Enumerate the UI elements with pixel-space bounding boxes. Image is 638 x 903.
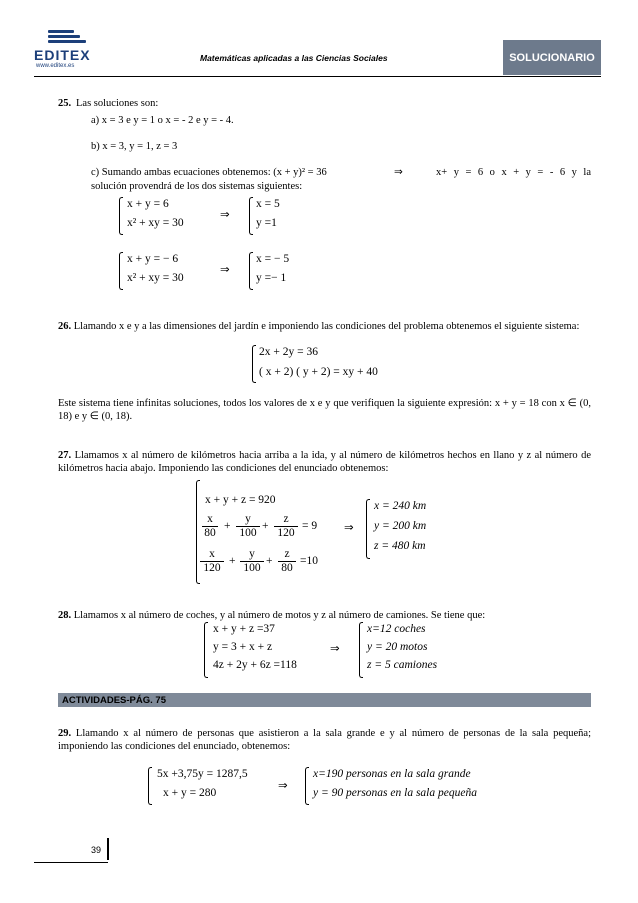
p27-eq3-rhs: =10: [300, 555, 318, 567]
p25-result1-brace: [249, 197, 253, 235]
p26-eq1: 2x + 2y = 36: [259, 346, 318, 358]
p29-result-x: x=190 personas en la sala grande: [313, 768, 471, 780]
p28-number: 28.: [58, 610, 72, 621]
p25-system2-eq2: x² + xy = 30: [127, 272, 184, 284]
p27-eq1: x + y + z = 920: [205, 494, 276, 506]
header-title: Matemáticas aplicadas a las Ciencias Sociales: [200, 53, 388, 63]
p26-statement: Llamando x e y a las dimensiones del jardín e imponiendo las condiciones del problema obtenemos el siguiente sistema:: [73, 321, 580, 332]
p25-number: 25.: [58, 98, 72, 109]
p25-c-line1: c) Sumando ambas ecuaciones obtenemos: (x + y)² = 36: [91, 167, 327, 178]
p27-result-y: y = 200 km: [374, 520, 427, 532]
p29-system-brace: [148, 767, 152, 805]
p28-system-brace: [204, 622, 208, 678]
p25-system2-arrow: ⇒: [220, 264, 230, 276]
p27-number: 27.: [58, 450, 72, 461]
p25-c-line1-right: x+ y = 6 o x + y = - 6 y la: [436, 167, 591, 178]
p25-c-arrow: ⇒: [394, 167, 403, 178]
editex-logo: [34, 30, 104, 69]
footer-line: [34, 862, 108, 863]
p27-frac-y-100: $\frac{y}{100}$: [236, 513, 260, 540]
p25-system1-brace: [119, 197, 123, 235]
p25-system2-eq1: x + y = − 6: [127, 253, 179, 265]
p25-system1-eq1: x + y = 6: [127, 198, 169, 210]
p25-result1-x: x = 5: [256, 198, 280, 210]
p25-intro: Las soluciones son:: [76, 98, 159, 109]
logo-url: www.editex.es: [36, 63, 75, 69]
p27-plus-1: +: [224, 520, 231, 532]
p29-result-y: y = 90 personas en la sala pequeña: [313, 787, 477, 799]
p28-eq3: 4z + 2y + 6z =118: [213, 659, 297, 671]
p26-number: 26.: [58, 321, 72, 332]
page-number: 39: [91, 845, 102, 855]
p25-result2-y: y =− 1: [256, 272, 287, 284]
logo-text: EDITEX: [34, 47, 91, 63]
p28-result-z: z = 5 camiones: [367, 659, 438, 671]
p29-statement: Llamando x al número de personas que asistieron a la sala grande e y al número de personas de la sala pequeña; imponiendo las condiciones del enunciado, obtenemos:: [58, 728, 592, 752]
p27-result-z: z = 480 km: [374, 540, 426, 552]
p29-number: 29.: [58, 728, 72, 739]
p28-text: [58, 609, 485, 622]
p25-result2-brace: [249, 252, 253, 290]
p27-result-x: x = 240 km: [374, 500, 427, 512]
p26-system-brace: [252, 345, 256, 383]
p29-arrow: ⇒: [278, 780, 288, 792]
p28-eq2: y = 3 + x + z: [213, 641, 273, 653]
p27-frac-z-80: $\frac{z}{80}$: [278, 548, 296, 575]
p25-system1-arrow: ⇒: [220, 209, 230, 221]
p27-statement: Llamamos x al número de kilómetros hacia arriba a la ida, y al número de kilómetros hechos en llano y z al número de kilómetros hacia abajo. Imponiendo las condiciones del enunciado obtenemos:: [58, 450, 591, 474]
p27-plus-3: +: [229, 555, 236, 567]
p25-a: a) x = 3 e y = 1 o x = - 2 e y = - 4.: [91, 115, 234, 126]
p26-text: [58, 320, 591, 333]
p28-result-y: y = 20 motos: [367, 641, 428, 653]
p27-result-brace: [366, 499, 370, 559]
page-number-bar: [107, 838, 109, 860]
solucionario-badge: SOLUCIONARIO: [503, 40, 601, 75]
section-header-label: ACTIVIDADES-PÁG. 75: [62, 695, 166, 706]
p25-c-line2: solución provendrá de los dos sistemas siguientes:: [91, 181, 303, 192]
p29-text: [58, 727, 591, 753]
p25-system1-eq2: x² + xy = 30: [127, 217, 184, 229]
header-divider: [34, 76, 601, 77]
p27-eq2-rhs: = 9: [302, 520, 318, 532]
p27-frac-x-120: $\frac{x}{120}$: [200, 548, 224, 575]
p27-frac-z-120: $\frac{z}{120}$: [274, 513, 298, 540]
p28-result-brace: [359, 622, 363, 678]
p28-result-x: x=12 coches: [367, 623, 426, 635]
p27-frac-x-80: $\frac{x}{80}$: [202, 513, 218, 540]
p27-text: [58, 449, 591, 475]
p28-arrow: ⇒: [330, 643, 340, 655]
p26-after-text: Este sistema tiene infinitas soluciones, todos los valores de x e y que verifiquen la siguiente expresión: x + y = 18 con x ∈ (0, 18) e y ∈ (0, 18).: [58, 398, 591, 422]
p29-eq1: 5x +3,75y = 1287,5: [157, 768, 248, 780]
p25-result1-y: y =1: [256, 217, 277, 229]
p27-plus-4: +: [266, 555, 273, 567]
logo-mark-icon: [48, 30, 88, 46]
p27-frac-y-100b: $\frac{y}{100}$: [240, 548, 264, 575]
p27-plus-2: +: [262, 520, 269, 532]
p25-b: b) x = 3, y = 1, z = 3: [91, 141, 178, 152]
p28-eq1: x + y + z =37: [213, 623, 275, 635]
p29-eq2: x + y = 280: [163, 787, 217, 799]
p28-statement: Llamamos x al número de coches, y al número de motos y z al número de camiones. Se tiene que:: [73, 610, 486, 621]
p25-result2-x: x = − 5: [256, 253, 290, 265]
p27-arrow: ⇒: [344, 522, 354, 534]
p26-eq2: ( x + 2) ( y + 2) = xy + 40: [259, 366, 378, 378]
p25-system2-brace: [119, 252, 123, 290]
p29-result-brace: [305, 767, 309, 805]
